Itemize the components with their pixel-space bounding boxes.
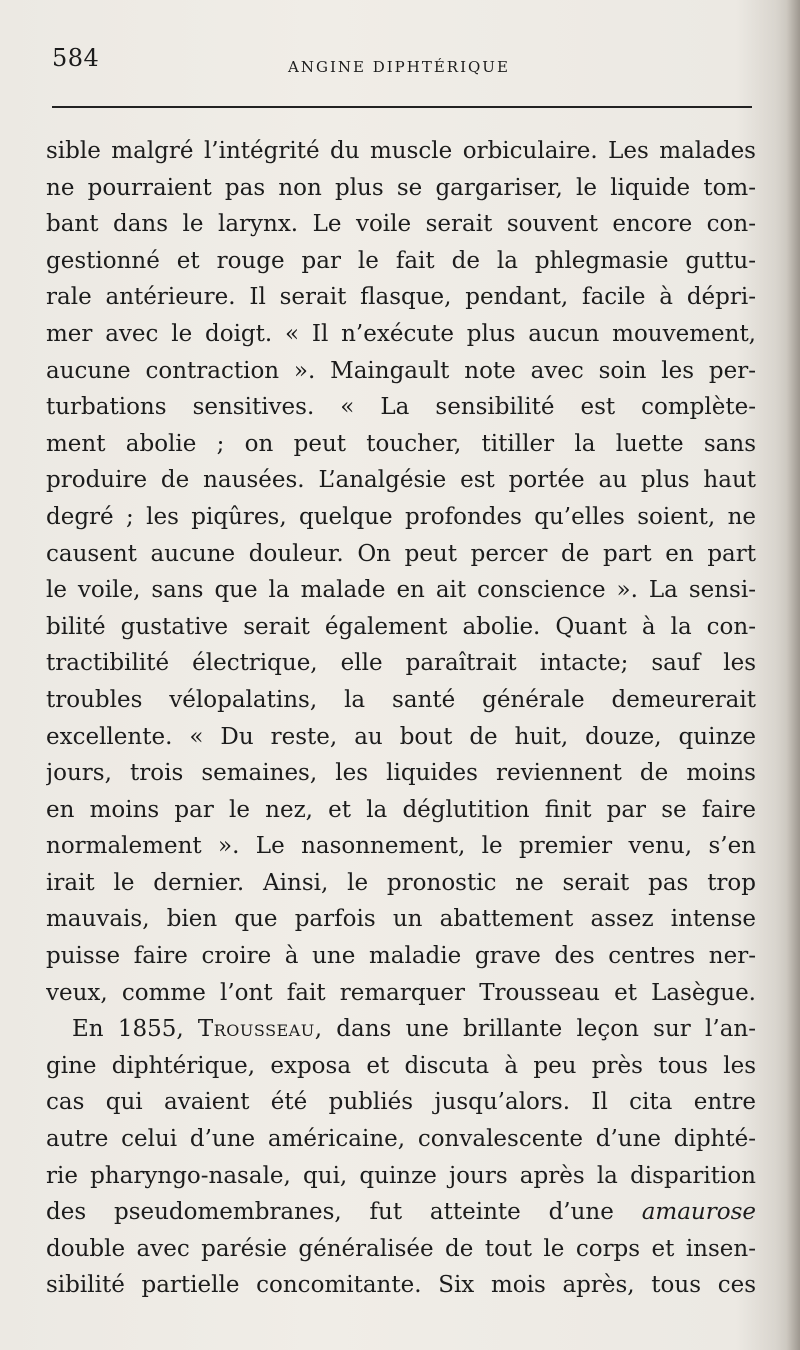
text-line: mauvais, bien que parfois un abattement assez intense	[46, 906, 756, 933]
author-name: Trousseau	[197, 1016, 315, 1043]
text-line: veux, comme l’ont fait remarquer Trousseau et Lasègue.	[46, 979, 756, 1006]
text-line: cas qui avaient été publiés jusqu’alors. Il cita entre	[46, 1089, 756, 1116]
text-line: tractibilité électrique, elle paraîtrait intacte; sauf les	[46, 650, 756, 677]
text-line: troubles vélopalatins, la santé générale demeurerait	[46, 686, 756, 713]
text-line: rie pharyngo-nasale, qui, quinze jours après la disparition	[46, 1162, 756, 1189]
text-line: sibilité partielle concomitante. Six mois après, tous ces	[46, 1272, 756, 1299]
page-header	[52, 44, 752, 84]
text-line: causent aucune douleur. On peut percer de part en part	[46, 540, 756, 567]
text-line: produire de nausées. L’analgésie est portée au plus haut	[46, 467, 756, 494]
page-number: 584	[52, 44, 100, 72]
text-line-with-italic	[46, 1194, 756, 1231]
text-line: mer avec le doigt. « Il n’exécute plus aucun mouvement,	[46, 320, 756, 347]
text-line: gine diphtérique, exposa et discuta à peu près tous les	[46, 1052, 756, 1079]
text-line: ne pourraient pas non plus se gargariser, le liquide tom-	[46, 174, 756, 201]
text-line: le voile, sans que la malade en ait conscience ». La sensi-	[46, 577, 756, 604]
text-line: jours, trois semaines, les liquides reviennent de moins	[46, 760, 756, 787]
text-line: normalement ». Le nasonnement, le premier venu, s’en	[46, 833, 756, 860]
running-head: ANGINE DIPHTÉRIQUE	[288, 58, 510, 76]
header-rule	[52, 106, 752, 108]
text-line: bilité gustative serait également abolie. Quant à la con-	[46, 613, 756, 640]
text-line: puisse faire croire à une maladie grave des centres ner-	[46, 943, 756, 970]
text-line: ment abolie ; on peut toucher, titiller la luette sans	[46, 430, 756, 457]
text-segment: , dans une brillante leçon sur l’an-	[314, 1016, 756, 1043]
text-line: autre celui d’une américaine, convalescente d’une diphté-	[46, 1126, 756, 1153]
text-segment: des pseudomembranes, fut atteinte d’une	[46, 1199, 642, 1226]
italic-term: amaurose	[641, 1199, 756, 1226]
text-line: irait le dernier. Ainsi, le pronostic ne serait pas trop	[46, 869, 756, 896]
text-line: bant dans le larynx. Le voile serait souvent encore con-	[46, 211, 756, 238]
text-line: gestionné et rouge par le fait de la phlegmasie guttu-	[46, 247, 756, 274]
text-line: excellente. « Du reste, au bout de huit, douze, quinze	[46, 723, 756, 750]
text-line: double avec parésie généralisée de tout le corps et insen-	[46, 1235, 756, 1262]
text-segment: En 1855,	[72, 1016, 198, 1043]
text-line: degré ; les piqûres, quelque profondes qu’elles soient, ne	[46, 503, 756, 530]
text-line: aucune contraction ». Maingault note avec soin les per-	[46, 357, 756, 384]
text-line: rale antérieure. Il serait flasque, pendant, facile à dépri-	[46, 284, 756, 311]
text-line: en moins par le nez, et la déglutition finit par se faire	[46, 796, 756, 823]
paragraph-start-line	[46, 1011, 756, 1048]
text-line: turbations sensitives. « La sensibilité est complète-	[46, 394, 756, 421]
book-spine-edge	[786, 0, 800, 1350]
body-text	[46, 133, 756, 1304]
text-line: sible malgré l’intégrité du muscle orbiculaire. Les malades	[46, 138, 756, 164]
